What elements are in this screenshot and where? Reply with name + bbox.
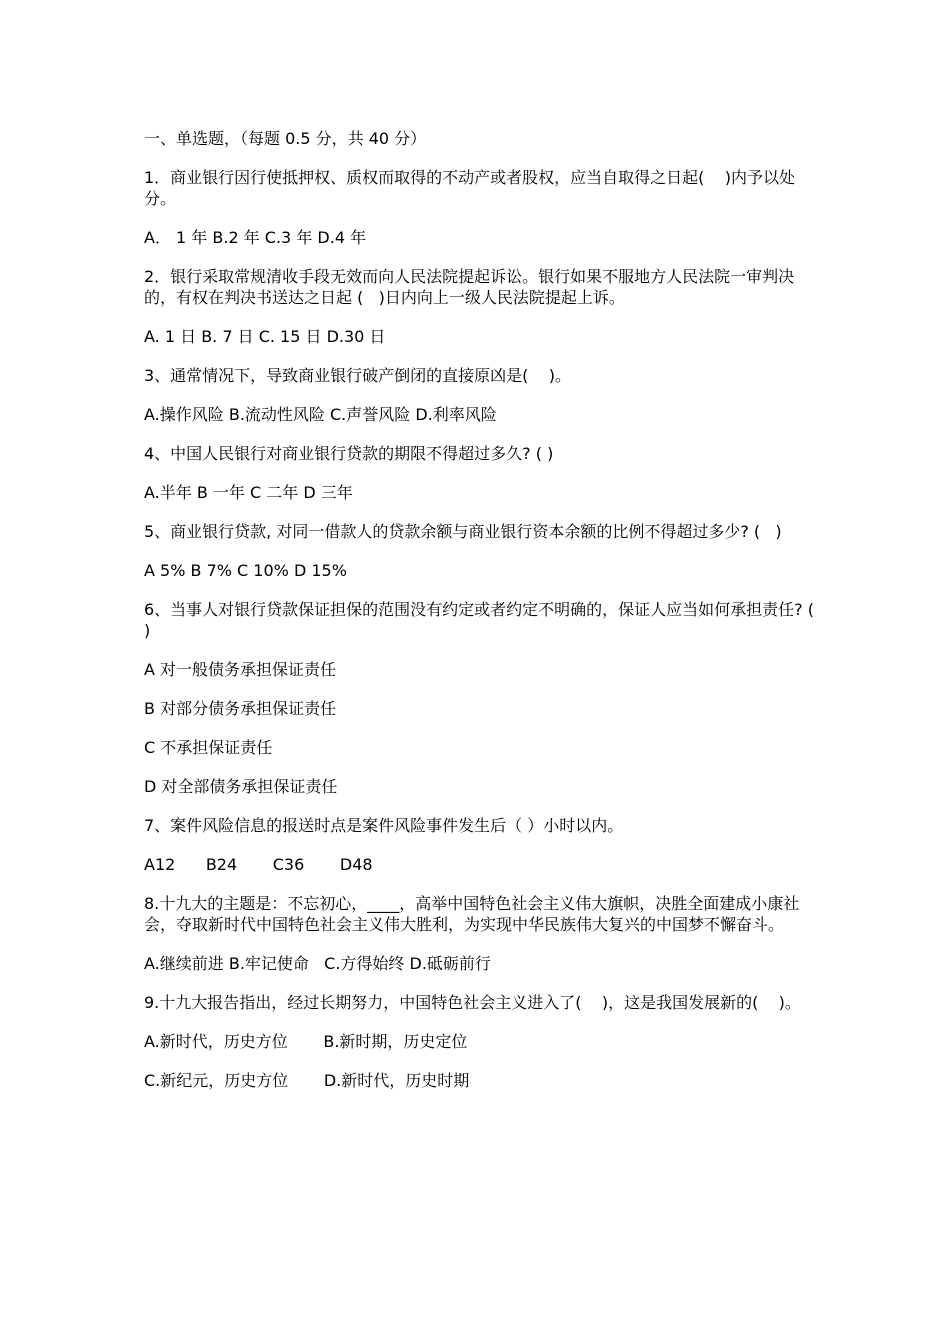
question-4: 4、中国人民银行对商业银行贷款的期限不得超过多久? ( )	[144, 444, 554, 463]
question-6-option-d: D 对全部债务承担保证责任	[144, 777, 338, 796]
question-5: 5、商业银行贷款, 对同一借款人的贷款余额与商业银行资本余额的比例不得超过多少? ( )	[144, 522, 782, 541]
section-heading: 一、单选题，（每题 0.5 分，共 40 分）	[144, 129, 427, 148]
question-5-options: A 5% B 7% C 10% D 15%	[144, 561, 347, 580]
question-1: 1．商业银行因行使抵押权、质权而取得的不动产或者股权，应当自取得之日起( )内予以处分。	[144, 168, 796, 208]
question-2: 2．银行采取常规清收手段无效而向人民法院提起诉讼。银行如果不服地方人民法院一审判决的，有权在判决书送达之日起 ( )日内向上一级人民法院提起上诉。	[144, 267, 795, 307]
question-6-option-a: A 对一般债务承担保证责任	[144, 660, 337, 679]
document-page	[144, 128, 820, 1109]
question-2-options: A. 1 日 B. 7 日 C. 15 日 D.30 日	[144, 327, 386, 346]
question-4-options: A.半年 B 一年 C 二年 D 三年	[144, 483, 353, 502]
question-8-options: A.继续前进 B.牢记使命 C.方得始终 D.砥砺前行	[144, 954, 491, 973]
question-7: 7、案件风险信息的报送时点是案件风险事件发生后（ ）小时以内。	[144, 816, 624, 835]
question-9-options-cd: C.新纪元，历史方位 D.新时代，历史时期	[144, 1071, 470, 1090]
question-7-options: A12 B24 C36 D48	[144, 855, 373, 874]
question-9: 9.十九大报告指出，经过长期努力，中国特色社会主义进入了( )，这是我国发展新的( )。	[144, 993, 801, 1012]
question-3-options: A.操作风险 B.流动性风险 C.声誉风险 D.利率风险	[144, 405, 497, 424]
question-6: 6、当事人对银行贷款保证担保的范围没有约定或者约定不明确的，保证人应当如何承担责任? ( )	[144, 600, 820, 640]
question-6-option-b: B 对部分债务承担保证责任	[144, 699, 337, 718]
question-3: 3、通常情况下，导致商业银行破产倒闭的直接原凶是( )。	[144, 366, 572, 385]
question-1-options: A． 1 年 B.2 年 C.3 年 D.4 年	[144, 228, 367, 247]
question-6-option-c: C 不承担保证责任	[144, 738, 273, 757]
question-9-options-ab: A.新时代，历史方位 B.新时期，历史定位	[144, 1032, 468, 1051]
question-8: 8.十九大的主题是：不忘初心，____，高举中国特色社会主义伟大旗帜，决胜全面建成小康社会，夺取新时代中国特色社会主义伟大胜利，为实现中华民族伟大复兴的中国梦不懈奋斗。	[144, 894, 800, 934]
